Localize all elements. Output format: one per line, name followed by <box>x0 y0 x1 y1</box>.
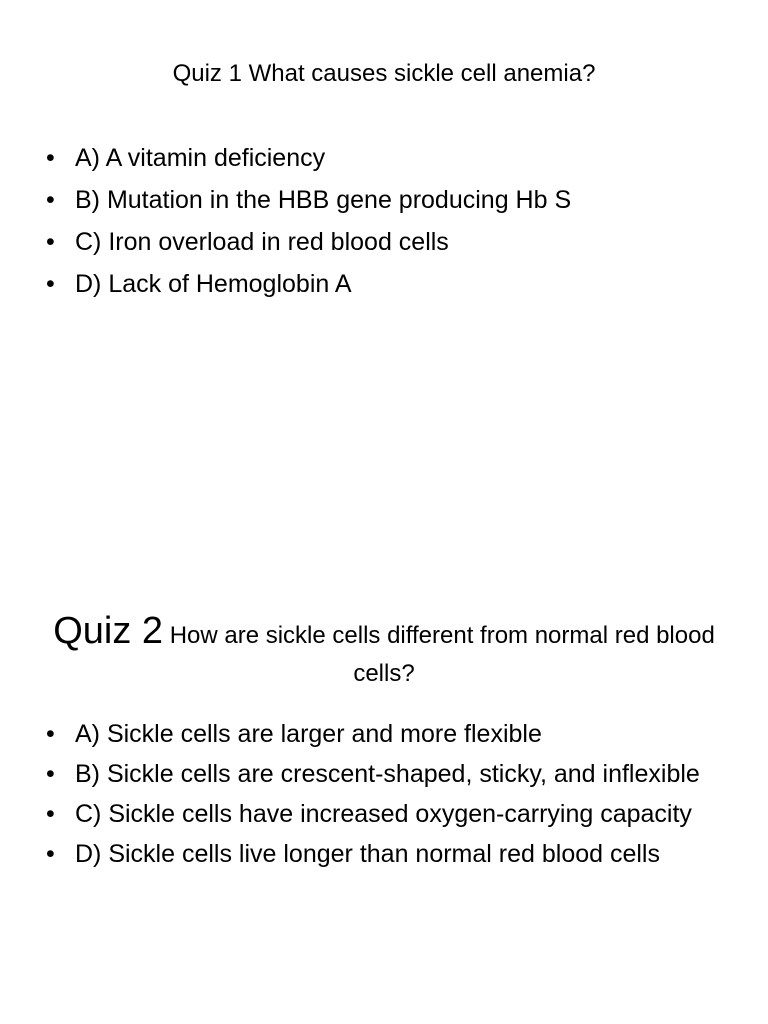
quiz-2-options <box>46 716 726 876</box>
bullet-icon: • <box>46 760 55 788</box>
bullet-icon: • <box>46 186 55 214</box>
quiz-2-option-d <box>46 836 726 872</box>
quiz-1-option-a <box>46 140 726 176</box>
bullet-icon: • <box>46 840 55 868</box>
option-text: B) Sickle cells are crescent-shaped, sticky, and inflexible <box>75 760 700 788</box>
quiz-1-option-c <box>46 224 726 260</box>
option-text: D) Lack of Hemoglobin A <box>75 270 352 298</box>
option-text: C) Iron overload in red blood cells <box>75 228 449 256</box>
bullet-icon: • <box>46 720 55 748</box>
quiz-2-option-c <box>46 796 726 832</box>
quiz-1-option-b <box>46 182 726 218</box>
bullet-icon: • <box>46 270 55 298</box>
bullet-icon: • <box>46 144 55 172</box>
bullet-icon: • <box>46 800 55 828</box>
option-text: B) Mutation in the HBB gene producing Hb S <box>75 186 572 214</box>
quiz-2-option-a <box>46 716 726 752</box>
option-text: A) A vitamin deficiency <box>75 144 326 172</box>
quiz-1-options <box>46 140 726 308</box>
quiz-2-title <box>34 612 734 693</box>
quiz-1-title: Quiz 1 What causes sickle cell anemia? <box>172 60 596 87</box>
quiz-1-section <box>0 56 768 298</box>
quiz-2-number: Quiz 2 <box>53 610 164 652</box>
quiz-2-question: How are sickle cells different from normal red blood cells? <box>169 622 715 687</box>
quiz-2-option-b <box>46 756 726 792</box>
quiz-2-section <box>0 610 768 868</box>
bullet-icon: • <box>46 228 55 256</box>
option-text: C) Sickle cells have increased oxygen-carrying capacity <box>75 800 692 828</box>
option-text: A) Sickle cells are larger and more flexible <box>75 720 542 748</box>
option-text: D) Sickle cells live longer than normal red blood cells <box>75 840 660 868</box>
quiz-1-option-d <box>46 266 726 302</box>
